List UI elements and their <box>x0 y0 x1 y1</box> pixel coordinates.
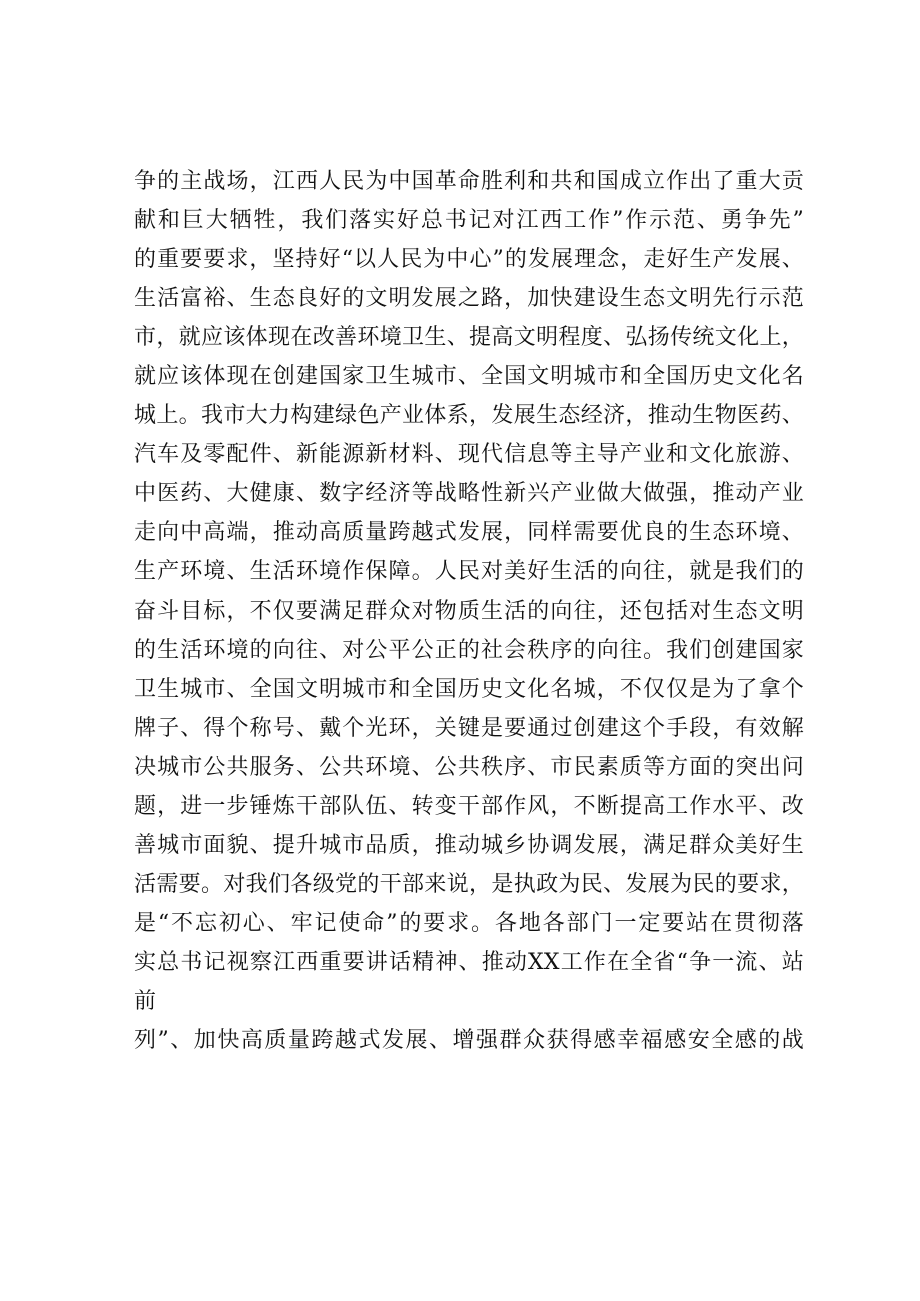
text-line: 走向中高端，推动高质量跨越式发展，同样需要优良的生态环境、 <box>134 520 804 546</box>
text-line: 市，就应该体现在改善环境卫生、提高文明程度、弘扬传统文化上， <box>134 325 804 351</box>
text-line: 的生活环境的向往、对公平公正的社会秩序的向往。我们创建国家 <box>134 637 804 663</box>
text-line: 善城市面貌、提升城市品质，推动城乡协调发展，满足群众美好生 <box>134 832 804 858</box>
text-line: 献和巨大牺牲，我们落实好总书记对江西工作”作示范、勇争先” <box>134 208 804 234</box>
text-line: 活需要。对我们各级党的干部来说，是执政为民、发展为民的要求， <box>134 871 804 897</box>
text-line: 的重要要求，坚持好“以人民为中心”的发展理念，走好生产发展、 <box>134 247 804 273</box>
text-line: 实总书记视察江西重要讲话精神、推动XX工作在全省“争一流、站 <box>134 949 804 975</box>
text-line: 汽车及零配件、新能源新材料、现代信息等主导产业和文化旅游、 <box>134 442 804 468</box>
text-line: 列”、加快高质量跨越式发展、增强群众获得感幸福感安全感的战 <box>134 1028 804 1054</box>
text-line: 争的主战场，江西人民为中国革命胜利和共和国成立作出了重大贡 <box>134 169 804 194</box>
text-line: 奋斗目标，不仅要满足群众对物质生活的向往，还包括对生态文明 <box>134 598 804 624</box>
text-line: 前 <box>134 988 157 1014</box>
text-line: 卫生城市、全国文明城市和全国历史文化名城，不仅仅是为了拿个 <box>134 676 804 702</box>
text-line: 生活富裕、生态良好的文明发展之路，加快建设生态文明先行示范 <box>134 286 804 312</box>
text-line: 就应该体现在创建国家卫生城市、全国文明城市和全国历史文化名 <box>134 364 804 390</box>
text-line: 中医药、大健康、数字经济等战略性新兴产业做大做强，推动产业 <box>134 481 804 507</box>
text-line: 题，进一步锤炼干部队伍、转变干部作风，不断提高工作水平、改 <box>134 793 804 819</box>
text-line: 城上。我市大力构建绿色产业体系，发展生态经济，推动生物医药、 <box>134 403 804 429</box>
text-line: 决城市公共服务、公共环境、公共秩序、市民素质等方面的突出问 <box>134 754 804 780</box>
text-line: 牌子、得个称号、戴个光环，关键是要通过创建这个手段，有效解 <box>134 715 804 741</box>
body-text <box>134 162 804 1060</box>
text-line: 生产环境、生活环境作保障。人民对美好生活的向往，就是我们的 <box>134 559 804 585</box>
text-line: 是“不忘初心、牢记使命”的要求。各地各部门一定要站在贯彻落 <box>134 910 804 936</box>
